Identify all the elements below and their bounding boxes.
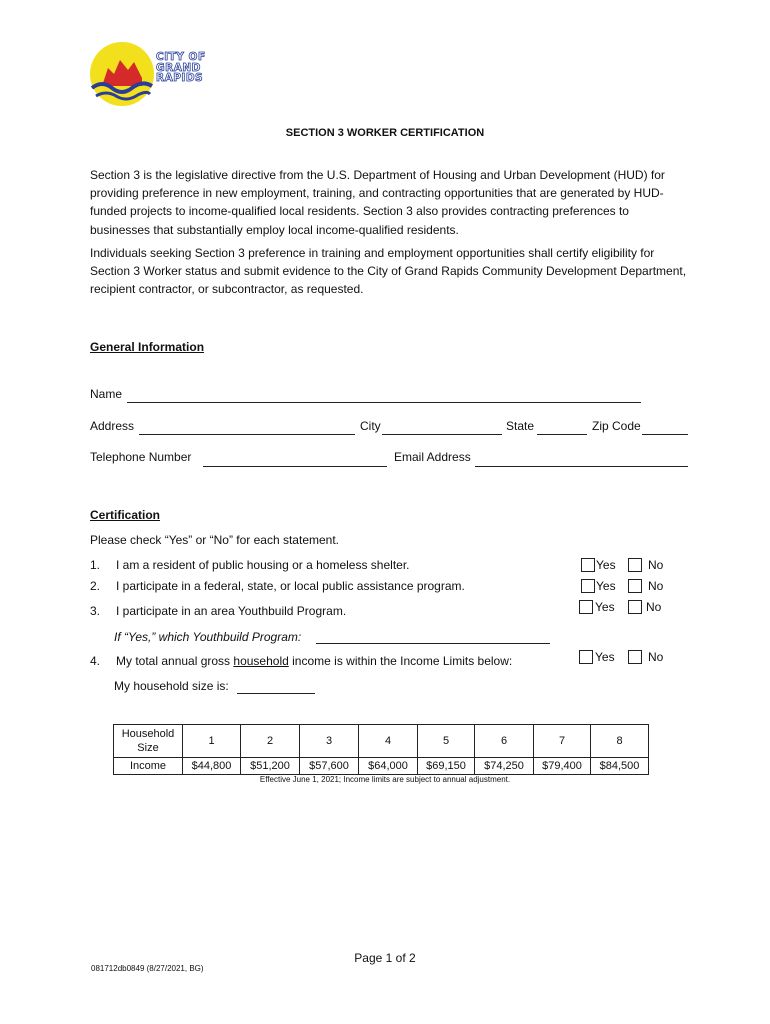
- phone-label: Telephone Number: [90, 450, 192, 464]
- youthbuild-prompt: If “Yes,” which Youthbuild Program:: [114, 630, 302, 644]
- city-seal-icon: [88, 40, 158, 110]
- logo-line-1: CITY OF: [156, 51, 206, 63]
- income-cell: $69,150: [418, 758, 475, 775]
- logo-wordmark: [156, 52, 206, 84]
- item-4-yes-label: Yes: [595, 650, 615, 664]
- size-cell: 5: [418, 725, 475, 758]
- table-row-household-size: [114, 725, 649, 758]
- item-1-number: 1.: [90, 558, 101, 572]
- size-cell: 3: [300, 725, 359, 758]
- zip-label: Zip Code: [592, 419, 641, 433]
- household-size-header: Household Size: [114, 725, 183, 758]
- certification-instruction: Please check “Yes” or “No” for each statement.: [90, 533, 339, 547]
- address-field[interactable]: [139, 434, 355, 435]
- phone-field[interactable]: [203, 466, 387, 467]
- income-cell: $64,000: [359, 758, 418, 775]
- city-field[interactable]: [382, 434, 502, 435]
- income-footnote: Effective June 1, 2021; Income limits are subject to annual adjustment.: [259, 775, 511, 784]
- item-4-text-underlined: household: [233, 654, 289, 668]
- certification-heading: Certification: [90, 508, 161, 522]
- income-cell: $44,800: [183, 758, 241, 775]
- income-cell: $57,600: [300, 758, 359, 775]
- table-row-income: [114, 758, 649, 775]
- city-logo: [88, 40, 218, 110]
- income-row-label: Income: [114, 758, 183, 775]
- income-cell: $74,250: [475, 758, 534, 775]
- logo-line-2: GRAND: [156, 61, 201, 74]
- item-2-yes-checkbox[interactable]: [581, 579, 595, 593]
- email-label: Email Address: [394, 450, 471, 464]
- income-cell: $84,500: [591, 758, 649, 775]
- item-1-no-label: No: [648, 558, 664, 572]
- item-4-text-before: My total annual gross: [116, 654, 234, 668]
- general-info-heading: General Information: [90, 340, 205, 354]
- item-1-yes-label: Yes: [596, 558, 616, 572]
- item-2-number: 2.: [90, 579, 101, 593]
- item-4-no-label: No: [648, 650, 664, 664]
- item-4-yes-checkbox[interactable]: [579, 650, 593, 664]
- size-cell: 1: [183, 725, 241, 758]
- intro-paragraph-2: Individuals seeking Section 3 preference in training and employment opportunities shall certify eligibility for Section 3 Worker status and submit evidence to the City of Grand Rapids Community Development Department, recipient contractor, or subcontractor, as requested.: [90, 246, 687, 297]
- income-cell: $79,400: [534, 758, 591, 775]
- size-cell: 8: [591, 725, 649, 758]
- item-1-no-checkbox[interactable]: [628, 558, 642, 572]
- name-field[interactable]: [127, 402, 641, 403]
- size-cell: 7: [534, 725, 591, 758]
- item-3-text: I participate in an area Youthbuild Program.: [116, 604, 347, 618]
- address-label: Address: [90, 419, 135, 433]
- youthbuild-program-field[interactable]: [316, 643, 550, 644]
- item-3-no-label: No: [646, 600, 662, 614]
- income-cell: $51,200: [241, 758, 300, 775]
- item-3-number: 3.: [90, 604, 101, 618]
- item-2-yes-label: Yes: [596, 579, 616, 593]
- item-3-yes-checkbox[interactable]: [579, 600, 593, 614]
- zip-field[interactable]: [642, 434, 688, 435]
- item-4-no-checkbox[interactable]: [628, 650, 642, 664]
- state-field[interactable]: [537, 434, 587, 435]
- intro-paragraph-1: Section 3 is the legislative directive from the U.S. Department of Housing and Urban Development (HUD) for providing preference in new employment, training, and contracting opportunities that are generated by HUD-funded projects to income-qualified local residents. Section 3 also provides contracting preferences to businesses that substantially employ local income-qualified residents.: [90, 168, 665, 237]
- item-4-text-after: income is within the Income Limits below:: [288, 654, 513, 668]
- household-size-field[interactable]: [237, 693, 315, 694]
- city-label: City: [360, 419, 381, 433]
- state-label: State: [506, 419, 535, 433]
- size-cell: 4: [359, 725, 418, 758]
- household-size-label: My household size is:: [114, 679, 229, 693]
- page-number: Page 1 of 2: [354, 951, 416, 965]
- item-3-yes-label: Yes: [595, 600, 615, 614]
- page-title: SECTION 3 WORKER CERTIFICATION: [285, 127, 485, 139]
- item-2-no-label: No: [648, 579, 664, 593]
- item-4-text: [116, 654, 512, 668]
- item-2-no-checkbox[interactable]: [628, 579, 642, 593]
- item-1-yes-checkbox[interactable]: [581, 558, 595, 572]
- logo-line-3: RAPIDS: [156, 72, 204, 84]
- name-label: Name: [90, 387, 123, 401]
- item-1-text: I am a resident of public housing or a homeless shelter.: [116, 558, 410, 572]
- document-id: 081712db0849 (8/27/2021, BG): [91, 964, 204, 973]
- email-field[interactable]: [475, 466, 688, 467]
- item-3-no-checkbox[interactable]: [628, 600, 642, 614]
- size-cell: 6: [475, 725, 534, 758]
- size-cell: 2: [241, 725, 300, 758]
- item-4-number: 4.: [90, 654, 101, 668]
- item-2-text: I participate in a federal, state, or local public assistance program.: [116, 579, 465, 593]
- income-limits-table: [113, 724, 649, 775]
